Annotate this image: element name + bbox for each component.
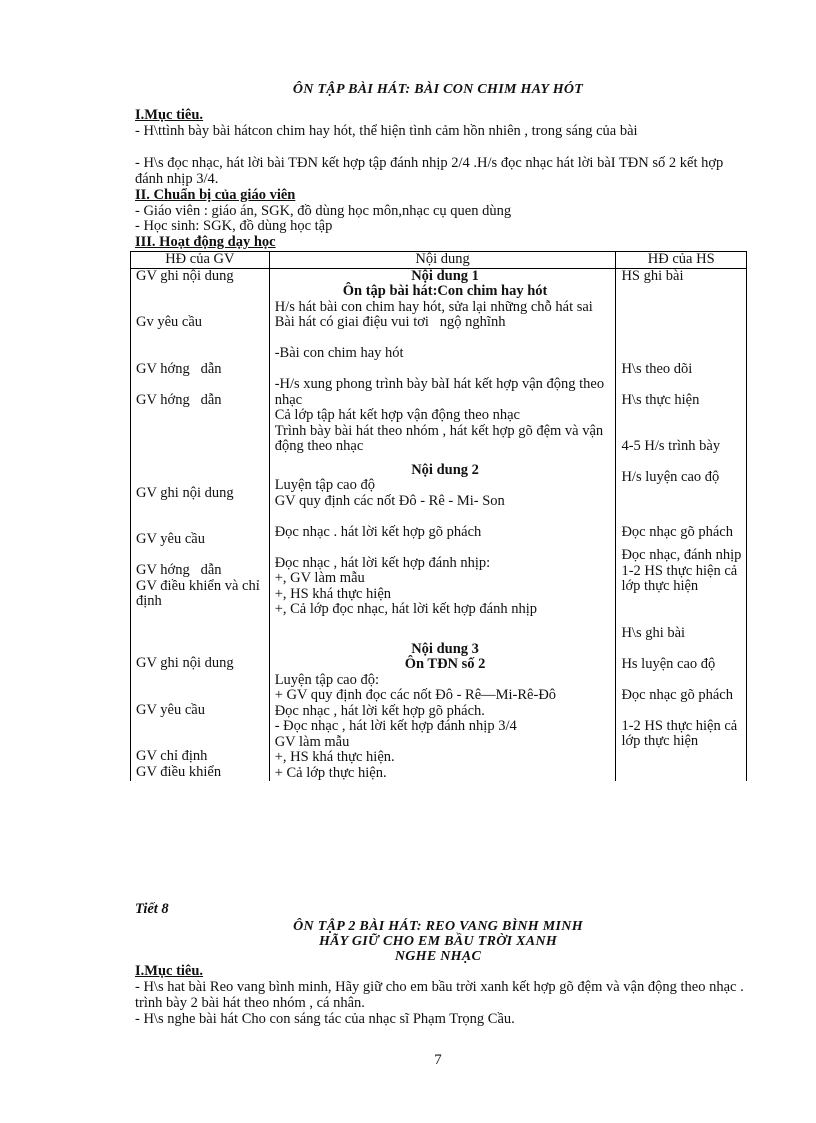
gv-cell: GV ghi nội dung [136,655,234,671]
content-line: Luyện tập cao độ [274,477,375,493]
gv-cell: GV hớng dẫn [136,391,222,408]
content-title-1: Nội dung 1 [411,267,479,284]
activities-table [130,251,747,781]
content-line: +, HS khá thực hiện. [274,749,395,765]
content-line: Trình bày bài hát theo nhóm , hát kết hợp gõ đệm và vận động theo nhạc [274,422,607,454]
content-line: +, HS khá thực hiện [274,585,391,602]
content-line: + GV quy định đọc các nốt Đô - Rê—Mi-Rê-Đô [274,687,557,703]
gv-cell: GV điều khiển và chỉ định [136,577,264,609]
page-number: 7 [434,1052,442,1068]
content-line: +, Cả lớp đọc nhạc, hát lời kết hợp đánh nhịp [274,601,538,617]
content-line: Đọc nhạc , hát lời kết hợp đánh nhịp: [274,554,491,571]
content-line: GV quy định các nốt Đô - Rê - Mi- Son [274,492,505,509]
content-line: Luyện tập cao độ: [274,671,379,688]
objectives-heading: I.Mục tiêu. [135,107,204,123]
activities-heading: III. Hoạt động dạy học [135,234,276,250]
gv-cell: GV hớng dẫn [136,360,222,377]
hs-cell: 1-2 HS thực hiện cả lớp thực hiện [621,717,741,749]
gv-cell: GV yêu cầu [136,531,205,547]
hs-cell: H\s ghi bài [621,624,686,641]
content-line: Cả lớp tập hát kết hợp vận động theo nhạc [274,407,520,423]
content-title-3: Nội dung 3 [411,640,479,657]
preparation-student: - Học sinh: SGK, đồ dùng học tập [135,218,333,234]
table-row [131,268,747,781]
header-content: Nội dung [269,252,616,269]
content-subtitle-1: Ôn tập bài hát:Con chim hay hót [342,283,548,299]
content-line: GV làm mẫu [274,733,350,750]
hs-cell: H\s thực hiện [621,391,700,408]
hs-cell: H/s luyện cao độ [621,469,720,485]
objective-2-1: - H\s hat bài Reo vang bình minh, Hãy giữ cho em bầu trời xanh kết hợp gõ đệm và vận động theo nhạc . trình bày 2 bài hát theo nhóm , cá nhân. [135,979,744,1011]
content-line: Đọc nhạc , hát lời kết hợp gõ phách. [274,702,485,719]
lesson-title-2-line-2: HÃY GIỮ CHO EM BẦU TRỜI XANH [318,934,558,949]
content-line: -H/s xung phong trình bày bàI hát kết hợp vận động theo nhạc [274,376,608,408]
hs-cell: Đọc nhạc gõ phách [621,686,733,703]
preparation-heading: II. Chuẩn bị của giáo viên [135,187,296,203]
content-line: + Cả lớp thực hiện. [274,764,387,781]
table-header-row [131,252,747,269]
lesson-title-2-line-3: NGHE NHẠC [394,949,482,964]
gv-cell: GV hớng dẫn [136,562,222,578]
hs-cell: Đọc nhạc gõ phách [621,523,733,540]
preparation-teacher: - Giáo viên : giáo án, SGK, đồ dùng học môn,nhạc cụ quen dùng [135,203,512,219]
objective-2: - H\s đọc nhạc, hát lời bài TĐN kết hợp tập đánh nhịp 2/4 .H/s đọc nhạc hát lời bàI TĐN số 2 kết hợp đánh nhịp 3/4. [135,155,724,187]
content-line: +, GV làm mẫu [274,570,365,586]
header-teacher: HĐ của GV [131,252,270,269]
content-line: Bài hát có giai điệu vui tơi ngộ nghĩnh [274,314,506,330]
content-line: H/s hát bài con chim hay hót, sửa lại những chỗ hát sai [274,298,593,315]
lesson-title-2-line-1: ÔN TẬP 2 BÀI HÁT: REO VANG BÌNH MINH [293,919,583,934]
gv-cell: GV yêu cầu [136,701,205,718]
hs-cell: 1-2 HS thực hiện cả lớp thực hiện [621,562,741,594]
objectives-heading-2: I.Mục tiêu. [135,963,204,979]
gv-cell: Gv yêu cầu [136,314,203,330]
hs-cell: H\s theo dõi [621,360,693,377]
content-subtitle-3: Ôn TĐN số 2 [404,656,486,672]
content-line: Đọc nhạc . hát lời kết hợp gõ phách [274,523,482,540]
lesson-number: Tiết 8 [135,901,169,917]
hs-cell: HS ghi bài [621,267,684,284]
objective-1: - H\ttình bày bài hátcon chim hay hót, thể hiện tình cảm hồn nhiên , trong sáng của bài [135,123,638,139]
hs-cell: Hs luyện cao độ [621,655,716,672]
gv-cell: GV điều khiển [136,763,222,780]
lesson-title: ÔN TẬP BÀI HÁT: BÀI CON CHIM HAY HÓT [292,82,584,97]
hs-cell: 4-5 H/s trình bày [621,438,721,454]
content-title-2: Nội dung 2 [411,461,479,478]
gv-cell: GV chỉ định [136,748,208,764]
hs-cell: Đọc nhạc, đánh nhịp [621,547,742,563]
gv-cell: GV ghi nội dung [136,484,234,501]
content-line: - Đọc nhạc , hát lời kết hợp đánh nhịp 3/4 [274,718,517,734]
header-student: HĐ của HS [616,252,747,269]
objective-2-2: - H\s nghe bài hát Cho con sáng tác của nhạc sĩ Phạm Trọng Cầu. [135,1011,515,1027]
gv-cell: GV ghi nội dung [136,267,234,284]
content-line: -Bài con chim hay hót [274,345,404,361]
